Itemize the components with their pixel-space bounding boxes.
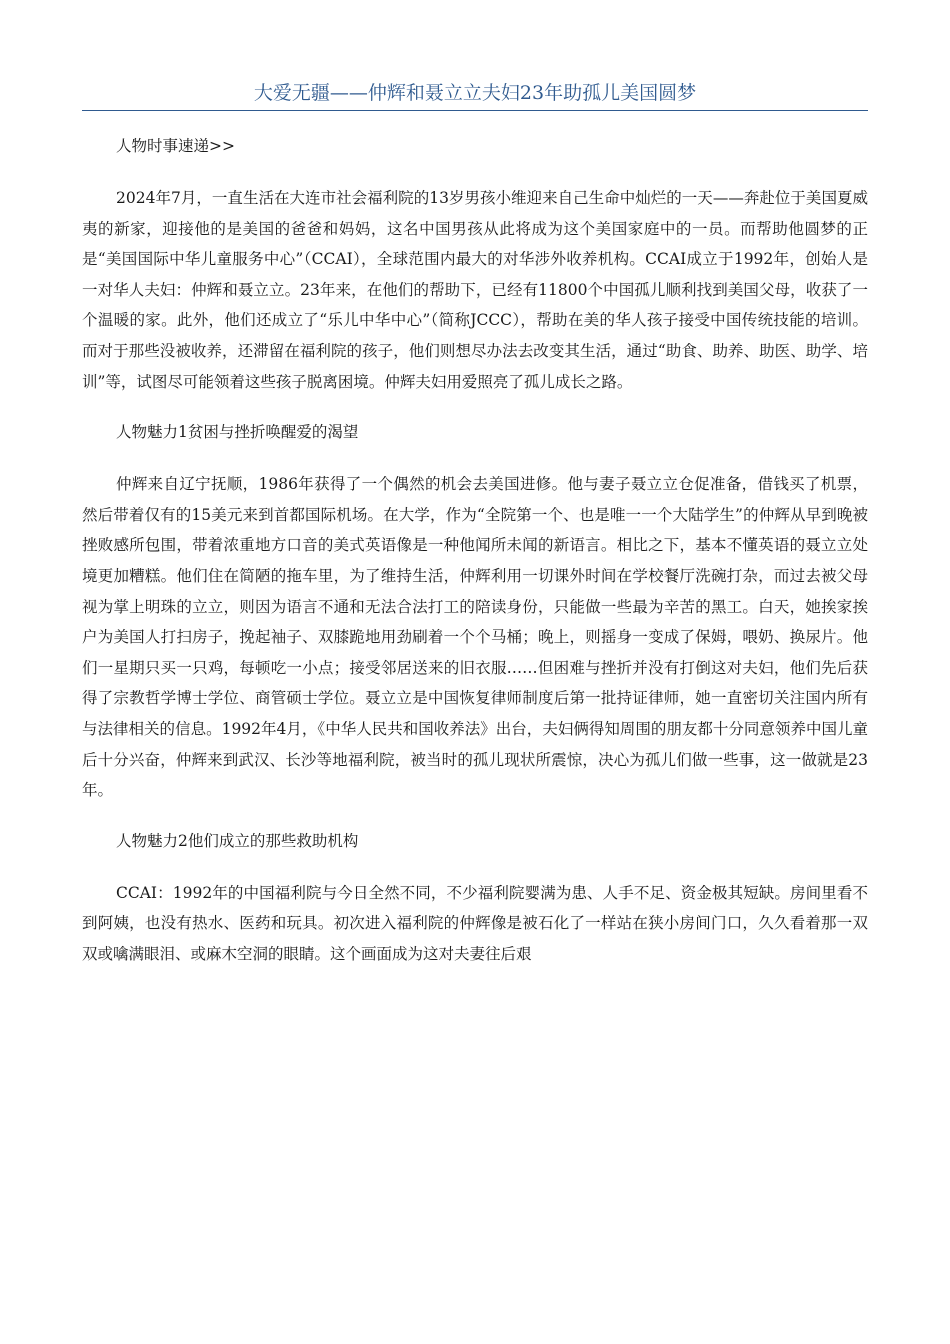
section-heading-news: 人物时事速递>> [116, 137, 235, 155]
document-page [82, 78, 868, 969]
paragraph-ccai: CCAI：1992年的中国福利院与今日全然不同，不少福利院婴满为患、人手不足、资金极其短缺。房间里看不到阿姨，也没有热水、医药和玩具。初次进入福利院的仲辉像是被石化了一样站在狭小房间门口，久久看着那一双双或噙满眼泪、或麻木空洞的眼睛。这个画面成为这对夫妻往后艰 [82, 883, 868, 963]
section-heading-charm-1: 人物魅力1贫困与挫折唤醒爱的渴望 [116, 423, 359, 442]
article-title: 大爱无疆——仲辉和聂立立夫妇23年助孤儿美国圆梦 [82, 78, 868, 111]
section-heading-charm-2: 人物魅力2他们成立的那些救助机构 [116, 831, 359, 850]
paragraph-charm-1: 仲辉来自辽宁抚顺，1986年获得了一个偶然的机会去美国进修。他与妻子聂立立仓促准备，借钱买了机票，然后带着仅有的15美元来到首都国际机场。在大学，作为“全院第一个、也是唯一一个大陆学生”的仲辉从早到晚被挫败感所包围，带着浓重地方口音的美式英语像是一种他闻所未闻的新语言。相比之下，基本不懂英语的聂立立处境更加糟糕。他们住在简陋的拖车里，为了维持生活，仲辉利用一切课外时间在学校餐厅洗碗打杂，而过去被父母视为掌上明珠的立立，则因为语言不通和无法合法打工的陪读身份，只能做一些最为辛苦的黑工。白天，她挨家挨户为美国人打扫房子，挽起袖子、双膝跪地用劲刷着一个个马桶；晚上，则摇身一变成了保姆，喂奶、换尿片。他们一星期只买一只鸡，每顿吃一小点；接受邻居送来的旧衣服……但困难与挫折并没有打倒这对夫妇，他们先后获得了宗教哲学博士学位、商管硕士学位。聂立立是中国恢复律师制度后第一批持证律师，她一直密切关注国内所有与法律相关的信息。1992年4月，《中华人民共和国收养法》出台，夫妇俩得知周围的朋友都十分同意领养中国儿童后十分兴奋，仲辉来到武汉、长沙等地福利院，被当时的孤儿现状所震惊，决心为孤儿们做一些事，这一做就是23年。 [82, 475, 868, 800]
paragraph-news: 2024年7月，一直生活在大连市社会福利院的13岁男孩小维迎来自己生命中灿烂的一天——奔赴位于美国夏威夷的新家，迎接他的是美国的爸爸和妈妈，这名中国男孩从此将成为这个美国家庭中的一员。而帮助他圆梦的正是“美国国际中华儿童服务中心”（CCAI），全球范围内最大的对华涉外收养机构。CCAI成立于1992年，创始人是一对华人夫妇：仲辉和聂立立。23年来，在他们的帮助下，已经有11800个中国孤儿顺利找到美国父母，收获了一个温暖的家。此外，他们还成立了“乐儿中华中心”（简称JCCC），帮助在美的华人孩子接受中国传统技能的培训。而对于那些没被收养，还滞留在福利院的孩子，他们则想尽办法去改变其生活，通过“助食、助养、助医、助学、培训”等，试图尽可能领着这些孩子脱离困境。仲辉夫妇用爱照亮了孤儿成长之路。 [82, 189, 868, 391]
